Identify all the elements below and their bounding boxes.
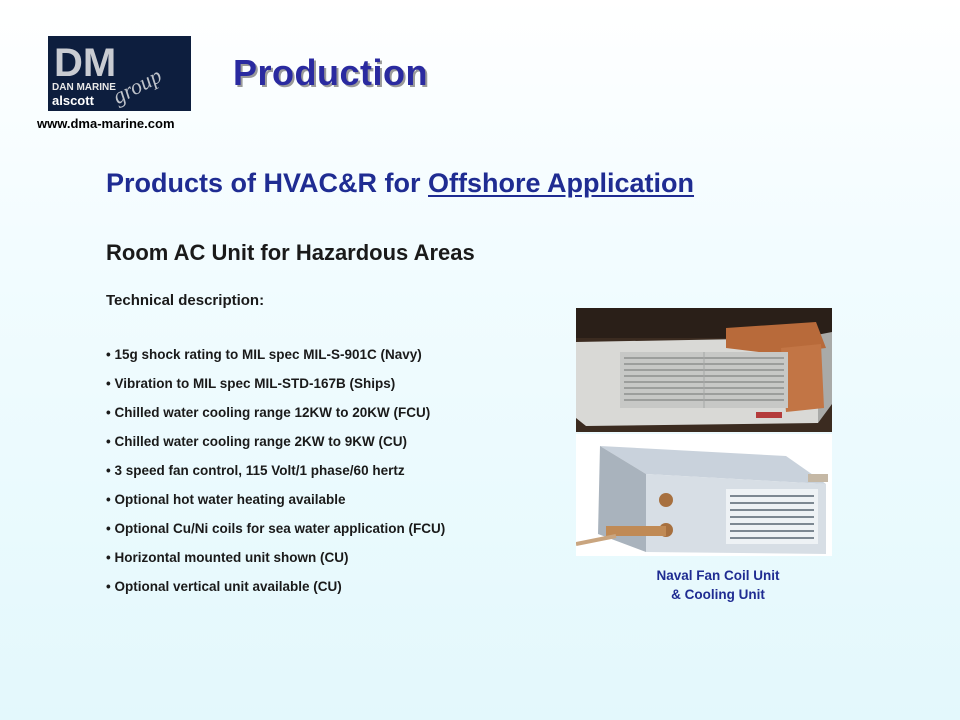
spec-item: • Horizontal mounted unit shown (CU): [106, 550, 349, 565]
subtitle-prefix: Products of HVAC&R for: [106, 168, 428, 198]
tech-description-label: Technical description:: [106, 292, 265, 309]
company-logo: [48, 36, 191, 111]
logo-letters: DM: [54, 41, 117, 85]
cooling-unit-photo: [576, 434, 832, 556]
spec-item: • 3 speed fan control, 115 Volt/1 phase/60 hertz: [106, 463, 405, 478]
spec-item: • 15g shock rating to MIL spec MIL-S-901C (Navy): [106, 347, 422, 362]
spec-item: • Chilled water cooling range 2KW to 9KW (CU): [106, 434, 407, 449]
subtitle: [106, 168, 694, 199]
spec-item: • Optional Cu/Ni coils for sea water application (FCU): [106, 521, 446, 536]
fan-coil-unit-photo: [576, 308, 832, 432]
section-heading: Room AC Unit for Hazardous Areas: [106, 240, 475, 265]
spec-item: • Optional hot water heating available: [106, 492, 346, 507]
spec-item: • Optional vertical unit available (CU): [106, 579, 342, 594]
spec-item: • Chilled water cooling range 12KW to 20KW (FCU): [106, 405, 431, 420]
logo-line1: DAN MARINE: [52, 82, 116, 93]
logo-line2: alscott: [52, 93, 94, 108]
photo-caption: [576, 566, 860, 604]
page-title: Production: [233, 52, 428, 93]
spec-list: [106, 344, 445, 605]
spec-item: • Vibration to MIL spec MIL-STD-167B (Ships): [106, 376, 396, 391]
caption-line1: Naval Fan Coil Unit: [656, 568, 780, 583]
logo-script: group: [108, 62, 166, 109]
caption-line2: & Cooling Unit: [671, 587, 765, 602]
subtitle-underlined: Offshore Application: [428, 168, 695, 198]
website-url[interactable]: www.dma-marine.com: [37, 116, 175, 131]
